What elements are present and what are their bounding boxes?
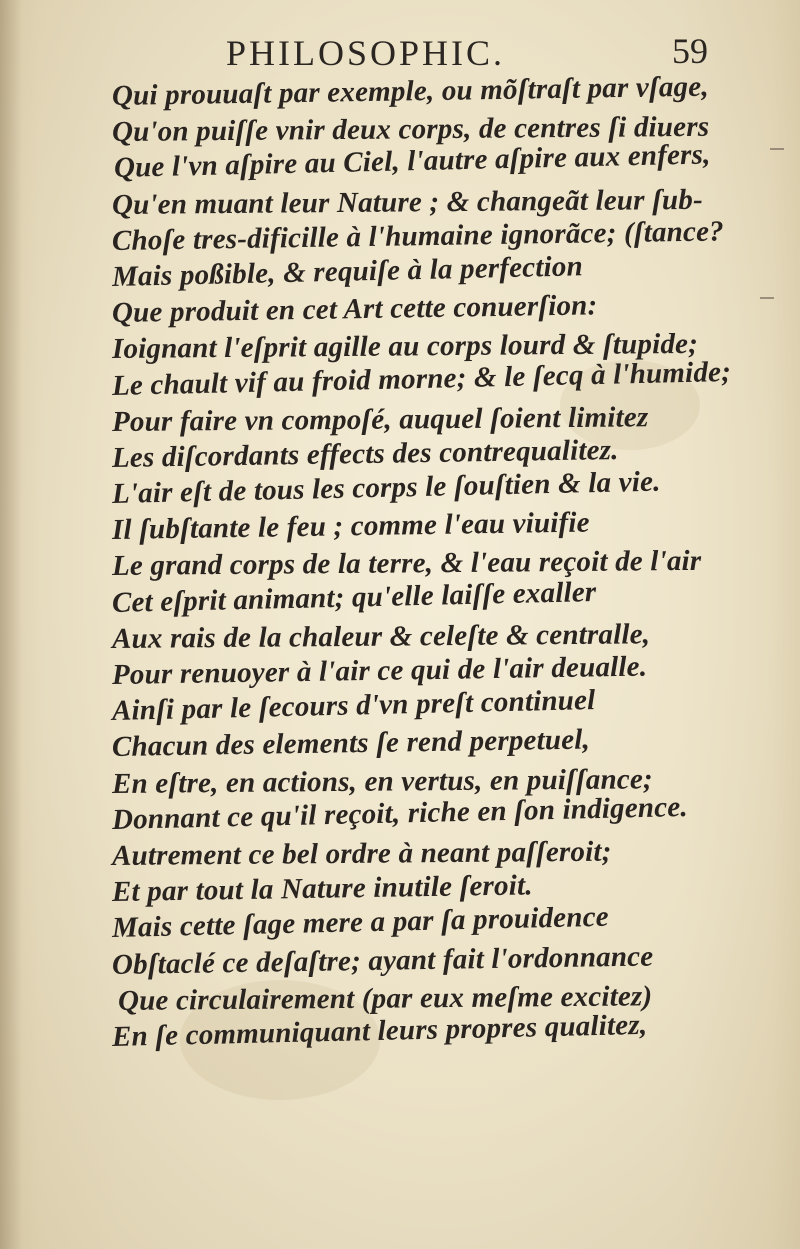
verse-line: Que produit en cet Art cette conuerſion:	[111, 289, 598, 330]
verse-line: Pour renuoyer à l'air ce qui de l'air deualle.	[111, 650, 648, 691]
verse-line: Donnant ce qu'il reçoit, riche en ſon indigence.	[111, 790, 689, 836]
verse-line: Ainſi par le ſecours d'vn preſt continuel	[111, 684, 596, 728]
verse-line: Qui prouuaſt par exemple, ou mõſtraſt par vſage,	[111, 70, 710, 112]
verse-line: Il ſubſtante le feu ; comme l'eau viuifie	[111, 506, 590, 547]
verse-line: Autrement ce bel ordre à neant paſſeroit;	[111, 835, 612, 872]
verse-line: En ſe communiquant leurs propres qualitez,	[111, 1008, 648, 1053]
verse-line: Que circulairement (par eux meſme excitez)	[117, 979, 653, 1017]
verse-line: Obſtaclé ce deſaſtre; ayant fait l'ordonnance	[111, 939, 654, 981]
verse-line: En eſtre, en actions, en vertus, en puiſſance;	[111, 762, 653, 800]
verse-line: L'air eſt de tous les corps le ſouſtien & la vie.	[111, 465, 661, 511]
margin-mark	[770, 148, 784, 150]
verse-line: Le chault vif au froid morne; & le ſecq à l'humide;	[111, 355, 732, 402]
verse-line: Qu'on puiſſe vnir deux corps, de centres ſi diuers	[111, 110, 710, 149]
running-head: PHILOSOPHIC.	[226, 33, 506, 73]
verse-line: Que l'vn aſpire au Ciel, l'autre aſpire aux enfers,	[113, 138, 711, 185]
verse-line: Le grand corps de la terre, & l'eau reçoit de l'air	[111, 545, 702, 583]
verse-line: Mais cette ſage mere a par ſa prouidence	[111, 901, 610, 945]
verse-line: Les diſcordants effects des contrequalitez.	[111, 433, 619, 474]
verse-line: Mais poßible, & requiſe à la perfection	[111, 250, 584, 293]
verse-line: Pour faire vn compoſé, auquel ſoient limitez	[111, 401, 649, 438]
verse-line: Qu'en muant leur Nature ; & changeãt leur ſub-	[111, 183, 704, 221]
page-gutter-shadow	[0, 0, 22, 1249]
verse-text	[111, 70, 772, 1055]
verse-line: Choſe tres-dificille à l'humaine ignorãce; (ſtance?	[111, 215, 725, 257]
verse-line: Ioignant l'eſprit agille au corps lourd & ſtupide;	[111, 328, 699, 366]
verse-line: Et par tout la Nature inutile ſeroit.	[111, 869, 533, 909]
verse-line: Aux rais de la chaleur & celeſte & centralle,	[111, 618, 651, 655]
verse-line: Cet eſprit animant; qu'elle laiſſe exaller	[111, 575, 597, 619]
page-number: 59	[672, 31, 708, 71]
verse-line: Chacun des elements ſe rend perpetuel,	[111, 723, 591, 764]
